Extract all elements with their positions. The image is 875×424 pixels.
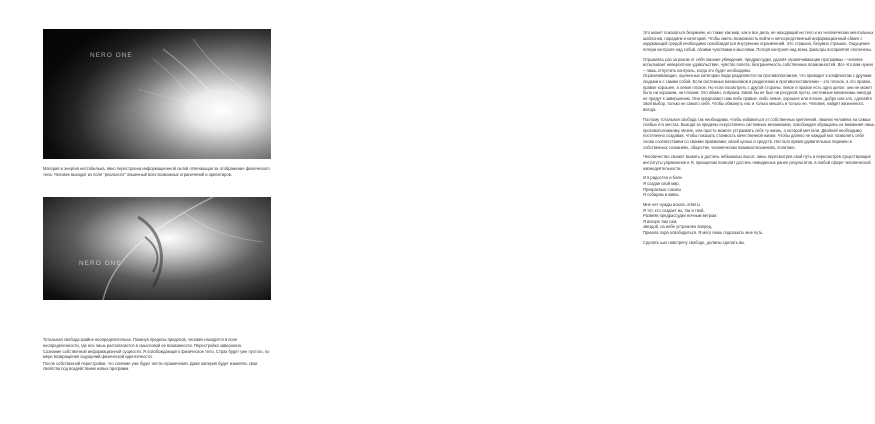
poem-line: Пришла пора освободиться. Я могу лишь подсказать мне путь. bbox=[643, 229, 764, 235]
caption-bottom-p2: Сознание собственной информационной сущности, Я освобождающего физическое тело. Страх будет уже пустого, по мере возвращения ощущений физической идентичности. bbox=[43, 348, 270, 360]
poem-stanza-2 bbox=[643, 202, 875, 236]
paragraph: Это может показаться безумием, но также как мир, как и все дела, не находящий ни тело и из человеческих ментальных шаблонов, парадигм и категорий. Чтобы иметь возможность войти и непосредственный информационный обмен с окружающей средой необходимо освобождаться внутренних ограничений. Это страшно, безумно страшно. Ощущение потери контроля над собой, своими чувствами и мыслями. Потеря контроля над всем, фильтры восприятия отключены. bbox=[643, 30, 874, 52]
poem-line: Я тот, кто создает их, так и твой. bbox=[643, 207, 705, 213]
poem-line: Я создан свой мир, bbox=[643, 181, 680, 186]
poem-line: Я вскоре там сам, bbox=[643, 218, 678, 224]
caption-top bbox=[43, 166, 275, 178]
poem-line: Мне нет нужды искать ответы. bbox=[643, 201, 701, 207]
poem-line: Я собираю и живы. bbox=[643, 192, 680, 198]
paragraph: Поэтому тотальная свобода так необходима, чтобы избавиться от собственных креплений, лишних человека на самых слабых его местах. Выходя за пределы искусственно системных механизмов, освобождая обращаясь их внимания лишь противоположному. Иначе, или просто можете устраивать себе ту жизнь, о которой мечтали. Двойной необходимо постепенно создавая, чтобы показать стоимость качественной жизни. Чтобы далеко не каждый мог позволить себе снова соответствием со своими правилами, своей целью и средств. Нестало время удивительных перемен в собственных сознаниях, обществе, человеческих взаимоотношениях, политике. bbox=[643, 116, 875, 150]
poem-line: Развеяв предрассудки ночным ветром. bbox=[643, 213, 718, 219]
left-page bbox=[0, 0, 300, 424]
photo-bottom-logo: NERO ONE bbox=[79, 260, 122, 267]
photo-top-logo: NERO ONE bbox=[90, 52, 133, 59]
photo-top bbox=[43, 29, 271, 159]
poem-line: Прекрасные соколы bbox=[643, 186, 682, 192]
photo-bottom bbox=[43, 197, 271, 300]
closing-line: Сделать шаг навстречу свободе, должны сделать вы. bbox=[643, 239, 746, 245]
poem-line: звездой, на небе устремлен вперед, bbox=[643, 224, 713, 230]
caption-bottom-p1: Тотальная свобода крайне неопределительна. Покинув пределы пределов, человек находится в поле неопределенности, где все лишь располагается в смысловой ее возможности. Перестройка завершена. bbox=[43, 337, 242, 348]
poem-stanza-1 bbox=[643, 175, 875, 197]
poem-line: И я радостен и боли bbox=[643, 175, 682, 181]
article-text bbox=[643, 30, 875, 250]
caption-bottom bbox=[43, 337, 275, 372]
paragraph: Отрываясь раз за разом от себя лишние убеждения, предрассудки, удаляя ограничивающие программы – человек испытывает невероятное удовольствие, чувство полета, безграничность собственных возможностей. Все что вам нужно – лишь отпустить контроль, когда это будет необходимо. bbox=[643, 56, 874, 73]
right-page bbox=[300, 0, 875, 424]
caption-bottom-p3: После собственной перестройки, что слияние уже будет нести ограничения. Даже материя будет изменять свои свойства под воздействием новых программ. bbox=[43, 360, 258, 372]
paragraph: Человечество сможет выжить и достичь небывалых высот, лишь пересмотрев свой путь и пересмотрев существующие институты управления и Я, принципом позволит достичь невиданных ранее результатов, в любой сфере человеческой жизнедеятельности. bbox=[643, 154, 871, 171]
caption-top-text: Материя и энергия нестабильна, явно перестроена информационной силой отвечающая за отображение физического тела. Человек выходит из поля "реального" лишенный всех возможных ограничений и ориентиров. bbox=[43, 166, 270, 177]
paragraph: Ограничивающие, оценочные категории люди разделяются на противоположное, что приводит к конфликтам с другими людьми и с самим собой. Если системных механизмов в разделении и противопоставлении – это плохое, а это правое, правое хорошее, а левое плохое. Но если посмотреть с другой стороны: левое и правое есть одно целое, они не может быть ни хорошим, ни плохим. Это обман, ловушка. Каков бы не был ни ресурсов пусты, системные механизмы никогда не придут к завершению. Они предлагают нам либо правое, либо левое, хорошее или плохое, добро или зло, сделайте свой выбор, только не самого себя. Чтобы обмануть нас и только мешать и только не. Человек, найдет жизненного, всегда. bbox=[643, 73, 873, 112]
